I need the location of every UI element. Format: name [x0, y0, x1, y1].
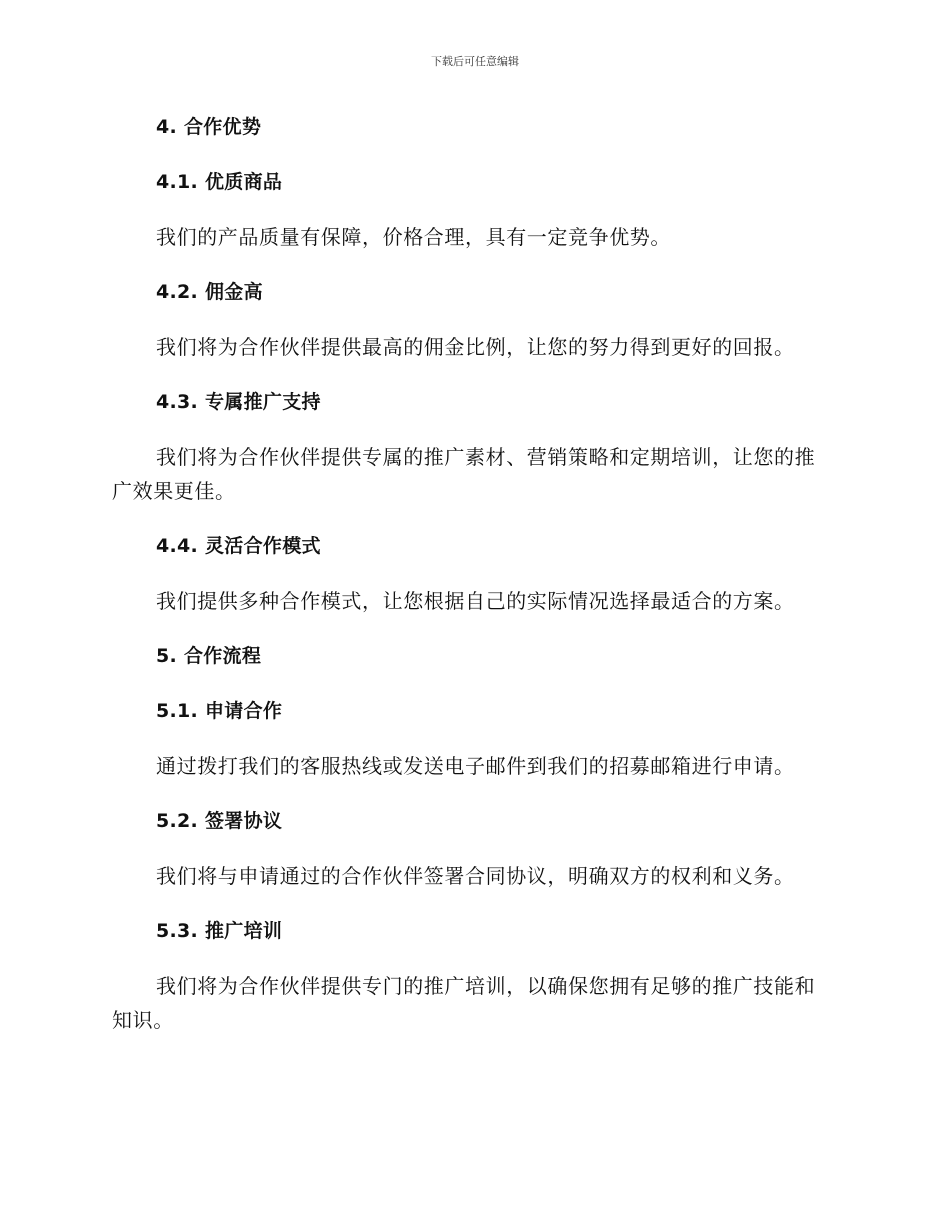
section-heading-5-1: 5.1. 申请合作 [156, 700, 283, 722]
paragraph-4-2: 我们将为合作伙伴提供最高的佣金比例，让您的努力得到更好的回报。 [156, 335, 795, 359]
section-heading-4: 4. 合作优势 [156, 116, 262, 138]
paragraph-5-2: 我们将与申请通过的合作伙伴签署合同协议，明确双方的权利和义务。 [156, 864, 795, 888]
section-heading-4-2: 4.2. 佣金高 [156, 281, 263, 303]
document-body [112, 110, 832, 1058]
paragraph-5-1: 通过拨打我们的客服热线或发送电子邮件到我们的招募邮箱进行申请。 [156, 754, 795, 778]
paragraph-5-3: 我们将为合作伙伴提供专门的推广培训，以确保您拥有足够的推广技能和知识。 [112, 974, 816, 1032]
paragraph-4-3: 我们将为合作伙伴提供专属的推广素材、营销策略和定期培训，让您的推广效果更佳。 [112, 445, 816, 503]
section-heading-4-1: 4.1. 优质商品 [156, 171, 283, 193]
paragraph-4-4: 我们提供多种合作模式，让您根据自己的实际情况选择最适合的方案。 [156, 589, 795, 613]
paragraph-4-1: 我们的产品质量有保障，价格合理，具有一定竞争优势。 [156, 225, 671, 249]
section-heading-4-3: 4.3. 专属推广支持 [156, 391, 321, 413]
section-heading-5: 5. 合作流程 [156, 645, 262, 667]
section-heading-5-2: 5.2. 签署协议 [156, 810, 283, 832]
section-heading-5-3: 5.3. 推广培训 [156, 920, 283, 942]
section-heading-4-4: 4.4. 灵活合作模式 [156, 535, 321, 557]
page-header-note: 下载后可任意编辑 [431, 55, 519, 68]
